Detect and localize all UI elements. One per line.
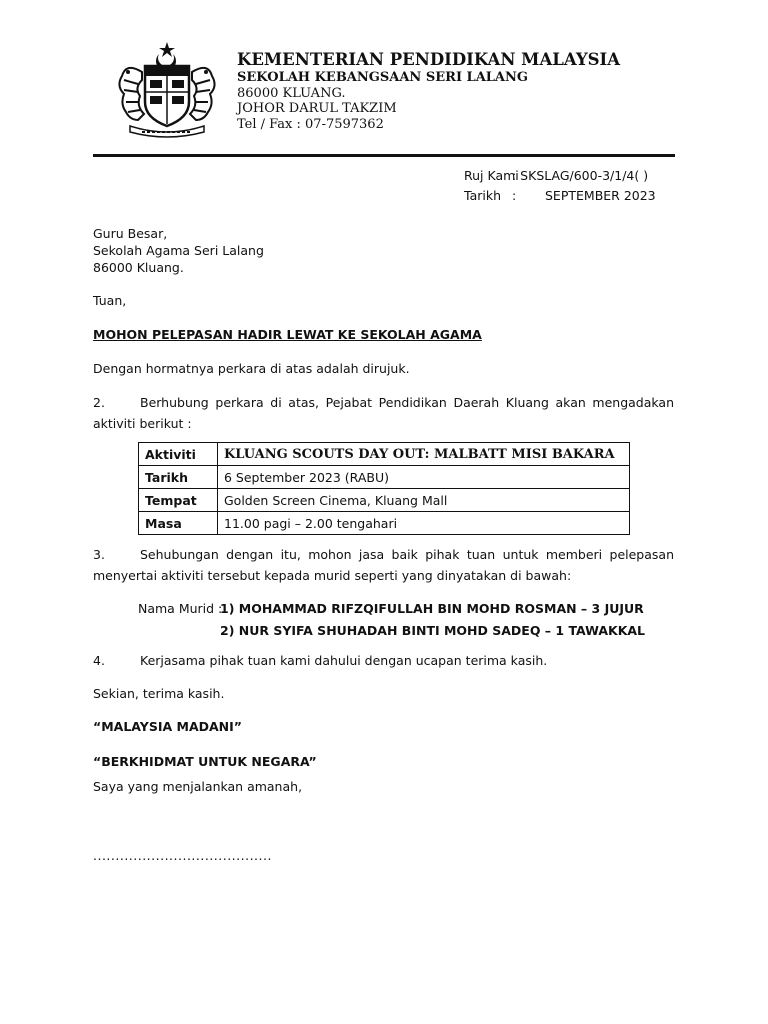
table-row xyxy=(139,466,630,489)
table-row xyxy=(139,443,630,466)
venue-key: Tempat xyxy=(139,489,218,512)
subject-line: MOHON PELEPASAN HADIR LEWAT KE SEKOLAH AGAMA xyxy=(93,327,482,342)
school-telephone: Tel / Fax : 07-7597362 xyxy=(237,117,384,132)
sign-off: Saya yang menjalankan amanah, xyxy=(93,779,303,794)
activity-value: KLUANG SCOUTS DAY OUT: MALBATT MISI BAKARA xyxy=(218,443,630,466)
recipient-school: Sekolah Agama Seri Lalang xyxy=(93,243,264,258)
time-value: 11.00 pagi – 2.00 tengahari xyxy=(218,512,630,535)
date-key: Tarikh xyxy=(139,466,218,489)
time-key: Masa xyxy=(139,512,218,535)
student-list-label: Nama Murid : xyxy=(138,601,223,616)
reference-number xyxy=(464,168,648,183)
closing-line: Sekian, terima kasih. xyxy=(93,686,225,701)
table-row xyxy=(139,489,630,512)
student-name: 2) NUR SYIFA SHUHADAH BINTI MOHD SADEQ – 1 TAWAKKAL xyxy=(220,623,646,638)
motto-malaysia-madani: “MALAYSIA MADANI” xyxy=(93,719,242,734)
date-colon: : xyxy=(512,188,517,203)
school-name: SEKOLAH KEBANGSAAN SERI LALANG xyxy=(237,70,528,85)
reference-value: : SKSLAG/600-3/1/4( ) xyxy=(512,168,649,183)
activity-details-table xyxy=(138,442,630,535)
paragraph-3-text: Sehubungan dengan itu, mohon jasa baik pihak tuan untuk memberi pelepasan menyertai aktiviti tersebut kepada murid seperti yang dinyatakan di bawah: xyxy=(93,547,674,583)
date-label: Tarikh xyxy=(464,188,501,203)
motto-berkhidmat: “BERKHIDMAT UNTUK NEGARA” xyxy=(93,754,317,769)
venue-value: Golden Screen Cinema, Kluang Mall xyxy=(218,489,630,512)
letter-date xyxy=(464,188,656,203)
student-name: 1) MOHAMMAD RIFZQIFULLAH BIN MOHD ROSMAN – 3 JUJUR xyxy=(220,601,644,616)
salutation: Tuan, xyxy=(93,293,127,308)
reference-label: Ruj Kami xyxy=(464,168,519,183)
student-list xyxy=(138,598,645,642)
signature-line: ........................................ xyxy=(93,848,272,863)
ministry-name: KEMENTERIAN PENDIDIKAN MALAYSIA xyxy=(237,50,621,69)
date-value: 6 September 2023 (RABU) xyxy=(218,466,630,489)
letterhead-divider xyxy=(93,154,675,157)
paragraph-3-number: 3. xyxy=(93,547,105,562)
table-row xyxy=(139,512,630,535)
date-value: SEPTEMBER 2023 xyxy=(545,188,656,203)
intro-paragraph: Dengan hormatnya perkara di atas adalah dirujuk. xyxy=(93,361,410,376)
recipient-title: Guru Besar, xyxy=(93,226,168,241)
paragraph-4-text: Kerjasama pihak tuan kami dahului dengan ucapan terima kasih. xyxy=(140,653,548,668)
paragraph-4 xyxy=(93,650,674,671)
school-postcode: 86000 KLUANG. xyxy=(237,86,346,101)
paragraph-2-text: Berhubung perkara di atas, Pejabat Pendidikan Daerah Kluang akan mengadakan aktiviti berikut : xyxy=(93,395,674,431)
recipient-address: 86000 Kluang. xyxy=(93,260,184,275)
malaysia-coat-of-arms-icon xyxy=(112,40,222,140)
paragraph-4-number: 4. xyxy=(93,653,105,668)
paragraph-3 xyxy=(93,544,674,586)
paragraph-2-number: 2. xyxy=(93,395,105,410)
school-state: JOHOR DARUL TAKZIM xyxy=(237,101,397,116)
activity-key: Aktiviti xyxy=(139,443,218,466)
paragraph-2 xyxy=(93,392,674,434)
